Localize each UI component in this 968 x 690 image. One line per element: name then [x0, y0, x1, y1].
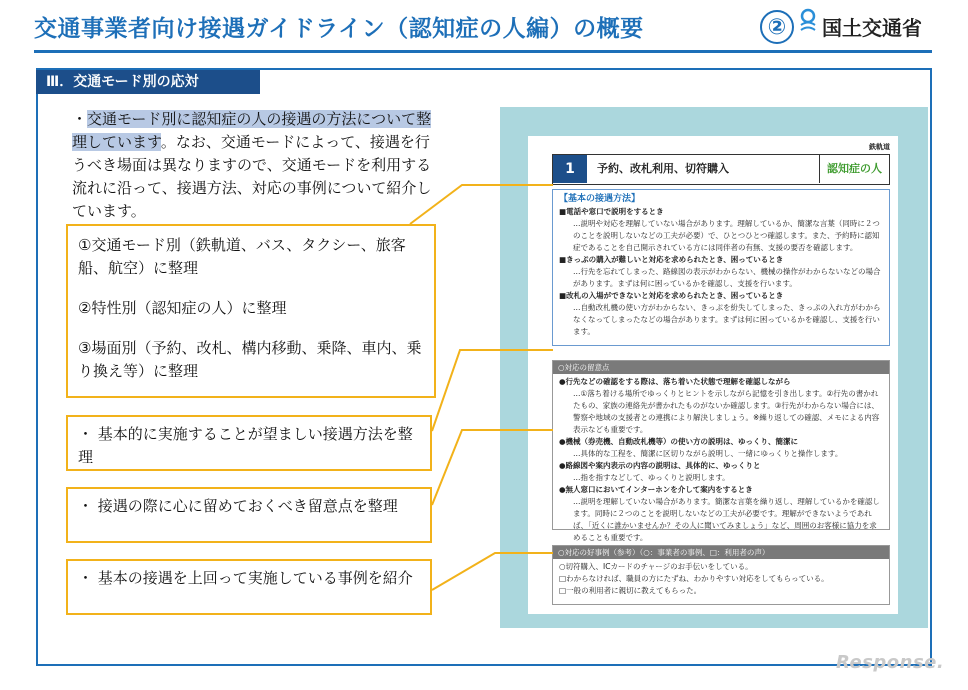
doc-heading: 予約、改札利用、切符購入	[597, 162, 729, 175]
doc-mode-tag: 鉄軌道	[869, 143, 890, 151]
point-notes-text: ・ 接遇の際に心に留めておくべき留意点を整理	[78, 497, 398, 515]
page-title: 交通事業者向け接遇ガイドライン（認知症の人編）の概要	[34, 16, 644, 42]
point-box-basic	[66, 415, 432, 471]
doc-good-item: ○切符購入、ICカードのチャージのお手伝いをしている。	[559, 562, 753, 571]
doc-basic-text: …自動改札機の使い方がわからない、きっぷを紛失してしまった、きっぷの入れ方がわからなくなってしまったなどの場合があります。まずは何に困っているかを確認し、支援を行います。	[573, 303, 881, 336]
doc-note-heading: ●無人窓口においてインターホンを介して案内をするとき	[559, 485, 753, 494]
category-item-3: ③場面別（予約、改札、構内移動、乗降、車内、乗り換え等）に整理	[78, 339, 422, 380]
page-number-badge: ②	[760, 10, 794, 44]
doc-good-examples	[552, 545, 890, 605]
doc-basic-methods	[552, 189, 890, 346]
doc-basic-heading: ■改札の入場ができないと対応を求められたとき、困っているとき	[559, 291, 784, 300]
doc-notes-title: ○対応の留意点	[553, 361, 889, 374]
point-basic-text: ・ 基本的に実施することが望ましい接遇方法を整理	[78, 425, 413, 466]
intro-bullet: ・	[72, 110, 88, 128]
point-examples-text: ・ 基本の接遇を上回って実施している事例を紹介	[78, 569, 413, 587]
category-item-1: ①交通モード別（鉄軌道、バス、タクシー、旅客船、航空）に整理	[78, 236, 406, 277]
doc-note-heading: ●機械（券売機、自動改札機等）の使い方の説明は、ゆっくり、簡潔に	[559, 437, 798, 446]
intro-highlight-2: ついて整理しています	[72, 110, 432, 151]
doc-header	[552, 154, 890, 185]
doc-basic-heading: ■電話や窓口で説明をするとき	[559, 207, 664, 216]
doc-basic-title: 【基本の接遇方法】	[559, 194, 641, 204]
doc-note-text: …説明を理解していない場合があります。簡潔な言葉を繰り返し、理解しているかを確認します。同時に２つのことを説明しないなどの工夫が必要です。理解ができないようであれば、「近くに誰かいませんか？その人に聞いてみましょう」など、周囲のお客様に協力を求めることも重要です。	[573, 497, 880, 542]
doc-note-text: …具体的な工程を、簡潔に区切りながら説明し、一緒にゆっくりと操作します。	[573, 449, 843, 458]
document-preview	[528, 136, 898, 614]
category-box	[66, 224, 436, 398]
doc-basic-heading: ■きっぷの購入が難しいと対応を求められたとき、困っているとき	[559, 255, 784, 264]
category-item-2: ②特性別（認知症の人）に整理	[78, 299, 287, 317]
doc-note-text: …①落ち着ける場所でゆっくりとヒントを示しながら記憶を引き出します。②行先の書かれたもの、家族の連絡先が書かれたものがないか確認します。③行先がわからない場合には、警察や地域の支援者との連携により解決しましょう。※繰り返しての確認、メモによる内容表示なども重要です。	[573, 389, 880, 434]
doc-note-text: …指を指すなどして、ゆっくりと説明します。	[573, 473, 730, 482]
doc-notes	[552, 360, 890, 542]
doc-good-item: □わからなければ、職員の方にたずね、わかりやすい対応をしてもらっている。	[559, 574, 829, 583]
intro-highlight-1: 交通モード別に認知症の人の接遇の方法に	[87, 110, 372, 128]
doc-good-title: ○対応の好事例（参考）（○：事業者の事例、□：利用者の声）	[553, 546, 889, 559]
watermark: Response.	[836, 652, 945, 673]
point-box-notes	[66, 487, 432, 543]
title-rule	[34, 50, 932, 53]
doc-basic-text: …行先を忘れてしまった、路線図の表示がわからない、機械の操作がわからないなどの場合があります。まずは何に困っているかを確認し、支援を行います。	[573, 267, 881, 288]
doc-basic-text: …説明や対応を理解していない場合があります。理解しているか、簡潔な言葉（同時に２つのことを説明しないなどの工夫が必要）で、ひとつひとつ確認します。また、予約時に認知症であることを自己開示されている方には同伴者の有無、支援の要否を確認します。	[573, 219, 880, 252]
doc-good-item: □一般の利用者に親切に教えてもらった。	[559, 586, 702, 595]
ministry-name: 国土交通省	[822, 16, 922, 40]
section-label: Ⅲ．交通モード別の応対	[36, 70, 260, 94]
point-box-examples	[66, 559, 432, 615]
doc-note-heading: ●行先などの確認をする際は、落ち着いた状態で理解を確認しながら	[559, 377, 791, 386]
doc-number: 1	[553, 155, 587, 183]
intro-rest: 。なお、交通モードによって、接遇を行うべき場面は異なりますので、交通モードを利用する流れに沿って、接遇方法、対応の事例について紹介しています。	[72, 133, 432, 220]
doc-category-badge: 認知症の人	[819, 155, 889, 183]
intro-text	[72, 108, 442, 223]
doc-note-heading: ●路線図や案内表示の内容の説明は、具体的に、ゆっくりと	[559, 461, 761, 470]
